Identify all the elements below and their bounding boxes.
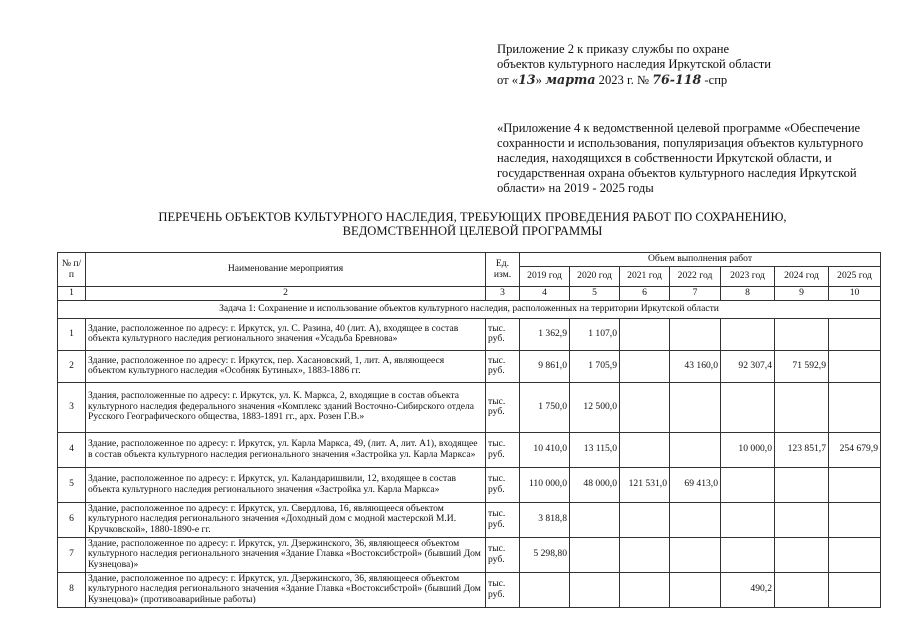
row-value [829, 382, 881, 432]
row-value [721, 318, 775, 350]
row-value: 1 705,9 [570, 350, 620, 382]
row-value [620, 572, 670, 607]
row-number: 5 [58, 467, 86, 502]
header-name: Наименование мероприятия [86, 253, 486, 287]
task-title: Задача 1: Сохранение и использование объектов культурного наследия, расположенных на территории Иркутской области [58, 300, 881, 318]
row-number: 7 [58, 537, 86, 572]
row-value [775, 467, 829, 502]
row-value: 43 160,0 [670, 350, 721, 382]
row-unit: тыс. руб. [486, 467, 520, 502]
heritage-objects-table [57, 252, 881, 608]
row-unit: тыс. руб. [486, 382, 520, 432]
table-body [58, 253, 881, 608]
row-value [721, 502, 775, 537]
document-title [40, 210, 905, 238]
row-number: 4 [58, 432, 86, 467]
row-value [670, 537, 721, 572]
handwritten-day: 13 [518, 72, 536, 87]
row-value [670, 502, 721, 537]
column-index: 5 [570, 287, 620, 301]
row-value [829, 467, 881, 502]
row-unit: тыс. руб. [486, 502, 520, 537]
row-value: 490,2 [721, 572, 775, 607]
row-value: 10 410,0 [520, 432, 570, 467]
row-value [775, 537, 829, 572]
row-unit: тыс. руб. [486, 572, 520, 607]
row-number: 8 [58, 572, 86, 607]
row-value [670, 382, 721, 432]
row-value [829, 318, 881, 350]
row-value [775, 318, 829, 350]
row-value [620, 350, 670, 382]
row-value [570, 502, 620, 537]
table-header-row [58, 253, 881, 267]
header-year: 2024 год [775, 267, 829, 287]
row-unit: тыс. руб. [486, 432, 520, 467]
title-line-2: ВЕДОМСТВЕННОЙ ЦЕЛЕВОЙ ПРОГРАММЫ [342, 224, 603, 238]
row-value [670, 572, 721, 607]
row-value [620, 318, 670, 350]
order-attachment-header [497, 42, 887, 88]
row-number: 2 [58, 350, 86, 382]
row-value [829, 350, 881, 382]
row-value: 1 107,0 [570, 318, 620, 350]
row-value: 9 861,0 [520, 350, 570, 382]
header-year: 2020 год [570, 267, 620, 287]
row-unit: тыс. руб. [486, 537, 520, 572]
header-volume: Объем выполнения работ [520, 253, 881, 267]
row-value [620, 382, 670, 432]
row-value: 1 362,9 [520, 318, 570, 350]
row-value [620, 432, 670, 467]
table-row [58, 382, 881, 432]
row-value: 121 531,0 [620, 467, 670, 502]
header-year: 2025 год [829, 267, 881, 287]
header-year: 2022 год [670, 267, 721, 287]
row-value [520, 572, 570, 607]
row-name: Здание, расположенное по адресу: г. Иркутск, пер. Хасановский, 1, лит. А, являющееся объектом культурного наследия «Особняк Бутиных», 1883-1886 гг. [86, 350, 486, 382]
row-value [570, 537, 620, 572]
row-value: 1 750,0 [520, 382, 570, 432]
table-row [58, 318, 881, 350]
table-row [58, 350, 881, 382]
row-value [829, 572, 881, 607]
row-value: 13 115,0 [570, 432, 620, 467]
row-value: 71 592,9 [775, 350, 829, 382]
row-value [775, 382, 829, 432]
handwritten-order-number: 76-118 [652, 72, 702, 87]
table-row [58, 432, 881, 467]
row-value [829, 537, 881, 572]
row-unit: тыс. руб. [486, 350, 520, 382]
header-number: № п/п [58, 253, 86, 287]
row-name: Здание, расположенное по адресу: г. Иркутск, ул. Дзержинского, 36, являющееся объектом культурного наследия регионального значения «Здание Главка «Востоксибстрой» (бывший Дом Кузнецова)» (противоаварийные работы) [86, 572, 486, 607]
header-line-3: от «13» марта 2023 г. № 76-118 -спр [497, 72, 728, 87]
row-value [721, 537, 775, 572]
row-number: 3 [58, 382, 86, 432]
row-value: 10 000,0 [721, 432, 775, 467]
row-value [620, 537, 670, 572]
task-row [58, 300, 881, 318]
row-number: 6 [58, 502, 86, 537]
row-value [670, 432, 721, 467]
row-value: 12 500,0 [570, 382, 620, 432]
row-value [829, 502, 881, 537]
row-value: 48 000,0 [570, 467, 620, 502]
row-value: 110 000,0 [520, 467, 570, 502]
row-value: 5 298,80 [520, 537, 570, 572]
header-year: 2019 год [520, 267, 570, 287]
program-note: «Приложение 4 к ведомственной целевой программе «Обеспечение сохранности и использования, популяризация объектов культурного наследия, находящихся в собственности Иркутской области, и государственная охрана объектов культурного наследия Иркутской области» на 2019 - 2025 годы [497, 121, 864, 195]
title-line-1: ПЕРЕЧЕНЬ ОБЪЕКТОВ КУЛЬТУРНОГО НАСЛЕДИЯ, ТРЕБУЮЩИХ ПРОВЕДЕНИЯ РАБОТ ПО СОХРАНЕНИЮ, [158, 210, 787, 224]
row-number: 1 [58, 318, 86, 350]
row-unit: тыс. руб. [486, 318, 520, 350]
row-value [670, 318, 721, 350]
column-index: 8 [721, 287, 775, 301]
row-value [721, 467, 775, 502]
row-name: Здание, расположенное по адресу: г. Иркутск, ул. Свердлова, 16, являющееся объектом культурного наследия регионального значения «Доходный дом с модной мастерской М.И. Кручковской», 1880-1890-е гг. [86, 502, 486, 537]
row-value: 69 413,0 [670, 467, 721, 502]
row-name: Здания, расположенные по адресу: г. Иркутск, ул. К. Маркса, 2, входящие в состав объекта культурного наследия федерального значения «Комплекс зданий Восточно-Сибирского отдела Русского Географического общества, 1883-1891 гг., арх. Розен Г.В.» [86, 382, 486, 432]
column-index: 1 [58, 287, 86, 301]
table-row [58, 572, 881, 607]
table-index-row [58, 287, 881, 301]
column-index: 3 [486, 287, 520, 301]
row-value [775, 502, 829, 537]
header-year: 2023 год [721, 267, 775, 287]
column-index: 2 [86, 287, 486, 301]
header-line-1: Приложение 2 к приказу службы по охране [497, 42, 730, 56]
column-index: 4 [520, 287, 570, 301]
row-value: 254 679,9 [829, 432, 881, 467]
row-value: 123 851,7 [775, 432, 829, 467]
row-name: Здание, расположенное по адресу: г. Иркутск, ул. С. Разина, 40 (лит. А), входящее в состав объекта культурного наследия регионального значения «Усадьба Бревнова» [86, 318, 486, 350]
row-value: 92 307,4 [721, 350, 775, 382]
table-row [58, 537, 881, 572]
table-row [58, 502, 881, 537]
row-value [620, 502, 670, 537]
row-name: Здание, расположенное по адресу: г. Иркутск, ул. Каландаришвили, 12, входящее в состав объекта культурного наследия регионального значения «Застройка ул. Карла Маркса» [86, 467, 486, 502]
row-name: Здание, расположенное по адресу: г. Иркутск, ул. Карла Маркса, 49, (лит. А, лит. А1), входящее в состав объекта культурного наследия регионального значения «Застройка ул. Карла Маркса» [86, 432, 486, 467]
handwritten-month: марта [545, 72, 596, 87]
row-value [721, 382, 775, 432]
row-value [775, 572, 829, 607]
column-index: 6 [620, 287, 670, 301]
header-line-2: объектов культурного наследия Иркутской области [497, 57, 772, 71]
table-row [58, 467, 881, 502]
row-name: Здание, расположенное по адресу: г. Иркутск, ул. Дзержинского, 36, являющееся объектом культурного наследия регионального значения «Здание Главка «Востоксибстрой» (бывший Дом Кузнецова)» [86, 537, 486, 572]
column-index: 9 [775, 287, 829, 301]
row-value [570, 572, 620, 607]
column-index: 7 [670, 287, 721, 301]
header-year: 2021 год [620, 267, 670, 287]
column-index: 10 [829, 287, 881, 301]
header-unit: Ед. изм. [486, 253, 520, 287]
row-value: 3 818,8 [520, 502, 570, 537]
